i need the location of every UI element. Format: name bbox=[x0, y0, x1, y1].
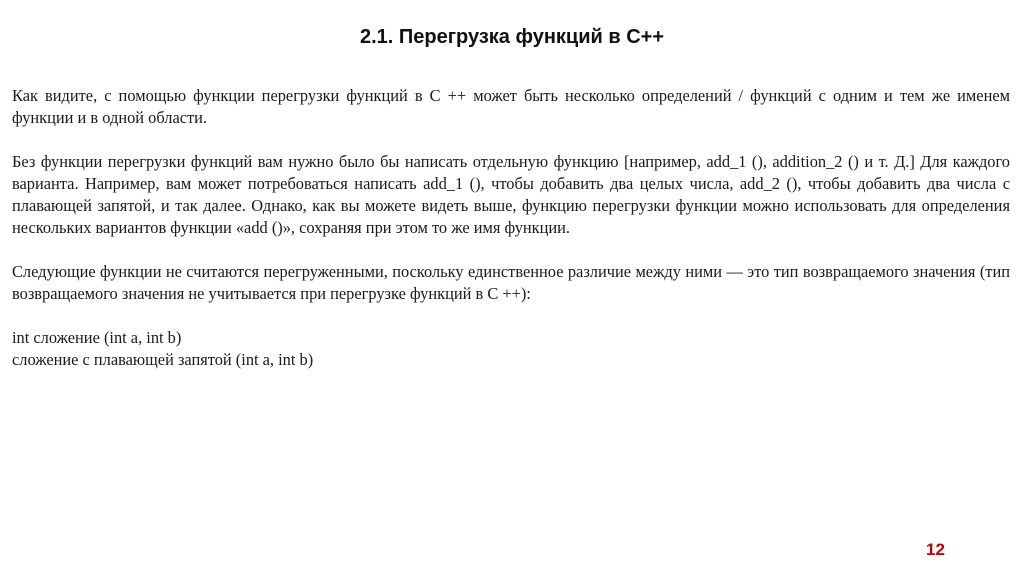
code-line-1: int сложение (int a, int b) bbox=[12, 328, 182, 347]
slide-content bbox=[12, 85, 1010, 371]
paragraph-2: Без функции перегрузки функций вам нужно было бы написать отдельную функцию [например, add_1 (), addition_2 () и т. Д.] Для каждого варианта. Например, вам может потребоваться написать add_1 (), чтобы добавить два целых числа, add_2 (), чтобы добавить два числа с плавающей запятой, и так далее. Однако, как вы можете видеть выше, функцию перегрузки функции можно использовать для определения нескольких вариантов функции «add ()», сохраняя при этом то же имя функции. bbox=[12, 152, 1010, 237]
code-line-2: сложение с плавающей запятой (int a, int b) bbox=[12, 350, 314, 369]
paragraph-3: Следующие функции не считаются перегруженными, поскольку единственное различие между ними — это тип возвращаемого значения (тип возвращаемого значения не учитывается при перегрузке функций в C ++): bbox=[12, 262, 1010, 303]
paragraph-1: Как видите, с помощью функции перегрузки функций в C ++ может быть несколько определений / функций с одним и тем же именем функции и в одной области. bbox=[12, 86, 1010, 127]
page-number: 12 bbox=[926, 540, 945, 559]
slide-title: 2.1. Перегрузка функций в С++ bbox=[359, 26, 665, 48]
